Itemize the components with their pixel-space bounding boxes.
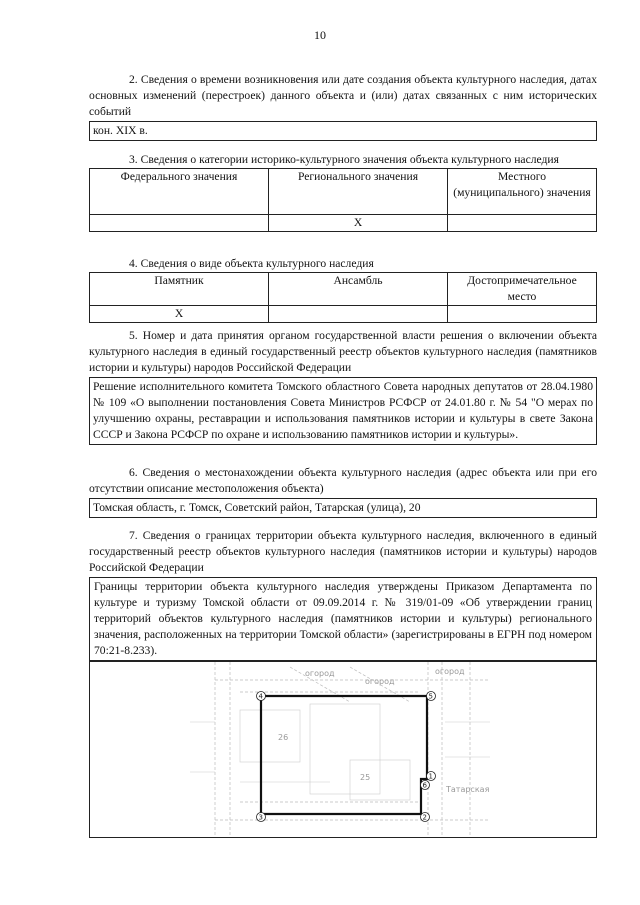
section-4 xyxy=(89,256,597,323)
section-5-value: Решение исполнительного комитета Томского областного Совета народных депутатов от 28.04.1980 № 109 «О выполнении постановления Совета Министров РСФСР от 24.01.80 г. № 54 "О мерах по улучшению охраны, реставрации и использования памятников истории и культуры в свете Закона СССР и Закона РСФСР по охране и использованию памятников истории и культуры». xyxy=(93,380,593,441)
section-5-heading: 5. Номер и дата принятия органом государственной власти решения о включении объекта культурного наследия в единый государственный реестр объектов культурного наследия (памятников истории и культуры) народов Российской Федерации xyxy=(89,329,597,374)
boundary-plan-drawing xyxy=(90,662,597,837)
plan-label-lot-25: 25 xyxy=(360,773,371,782)
type-ensemble-mark xyxy=(269,306,448,323)
page-number: 10 xyxy=(314,28,326,42)
plan-label-street: Татарская xyxy=(446,785,490,794)
type-monument-mark: X xyxy=(90,306,269,323)
section-4-heading: 4. Сведения о виде объекта культурного наследия xyxy=(129,257,374,270)
section-6 xyxy=(89,465,597,518)
section-6-value-box xyxy=(89,498,597,518)
section-6-value: Томская область, г. Томск, Советский район, Татарская (улица), 20 xyxy=(93,501,421,514)
type-place-mark xyxy=(448,306,597,323)
section-7 xyxy=(89,528,597,838)
plan-point-label: 6 xyxy=(422,781,427,790)
section-7-heading: 7. Сведения о границах территории объекта культурного наследия, включенного в единый государственный реестр объектов культурного наследия (памятников истории и культуры) народов Российской Федерации xyxy=(89,529,597,574)
section-3-heading: 3. Сведения о категории историко-культурного значения объекта культурного наследия xyxy=(129,153,559,166)
category-regional-mark: X xyxy=(269,215,448,232)
plan-label-garden-2: огород xyxy=(365,677,395,686)
section-2 xyxy=(89,72,597,141)
category-federal-header: Федерального значения xyxy=(90,169,269,215)
plan-label-lot-26: 26 xyxy=(278,733,289,742)
section-5-value-box xyxy=(89,377,597,445)
category-regional-header: Регионального значения xyxy=(269,169,448,215)
section-2-value-box xyxy=(89,121,597,141)
section-6-heading: 6. Сведения о местонахождении объекта культурного наследия (адрес объекта или при его отсутствии описание местоположения объекта) xyxy=(89,466,597,495)
section-7-value-box xyxy=(89,577,597,661)
boundary-plan xyxy=(89,661,597,838)
plan-label-garden-3: огород xyxy=(435,667,465,676)
category-local-header: Местного (муниципального) значения xyxy=(448,169,597,215)
category-table xyxy=(89,168,597,232)
category-local-mark xyxy=(448,215,597,232)
plan-label-garden-1: огород xyxy=(305,669,335,678)
plan-point-label: 2 xyxy=(422,813,427,822)
plan-point-label: 3 xyxy=(258,813,263,822)
section-7-value: Границы территории объекта культурного наследия утверждены Приказом Департамента по культуре и туризму Томской области от 09.09.2014 г. № 319/01-09 «Об утверждении границ территорий объектов культурного наследия (памятников истории и культуры) регионального значения, расположенных на территории Томской области» (зарегистрированы в ЕГРН под номером 70:21-8.233). xyxy=(94,580,592,657)
plan-point-label: 4 xyxy=(258,692,263,701)
type-monument-header: Памятник xyxy=(90,273,269,306)
territory-boundary xyxy=(261,696,427,814)
section-2-value: кон. XIX в. xyxy=(93,124,148,137)
section-3 xyxy=(89,152,597,232)
plan-point-label: 5 xyxy=(428,692,433,701)
section-5 xyxy=(89,328,597,445)
type-place-header: Достопримечательное место xyxy=(448,273,597,306)
section-2-heading: 2. Сведения о времени возникновения или дате создания объекта культурного наследия, датах основных изменений (перестроек) данного объекта и (или) датах связанных с ним исторических событий xyxy=(89,73,597,118)
type-ensemble-header: Ансамбль xyxy=(269,273,448,306)
type-table xyxy=(89,272,597,323)
plan-point-label: 1 xyxy=(428,772,433,781)
category-federal-mark xyxy=(90,215,269,232)
